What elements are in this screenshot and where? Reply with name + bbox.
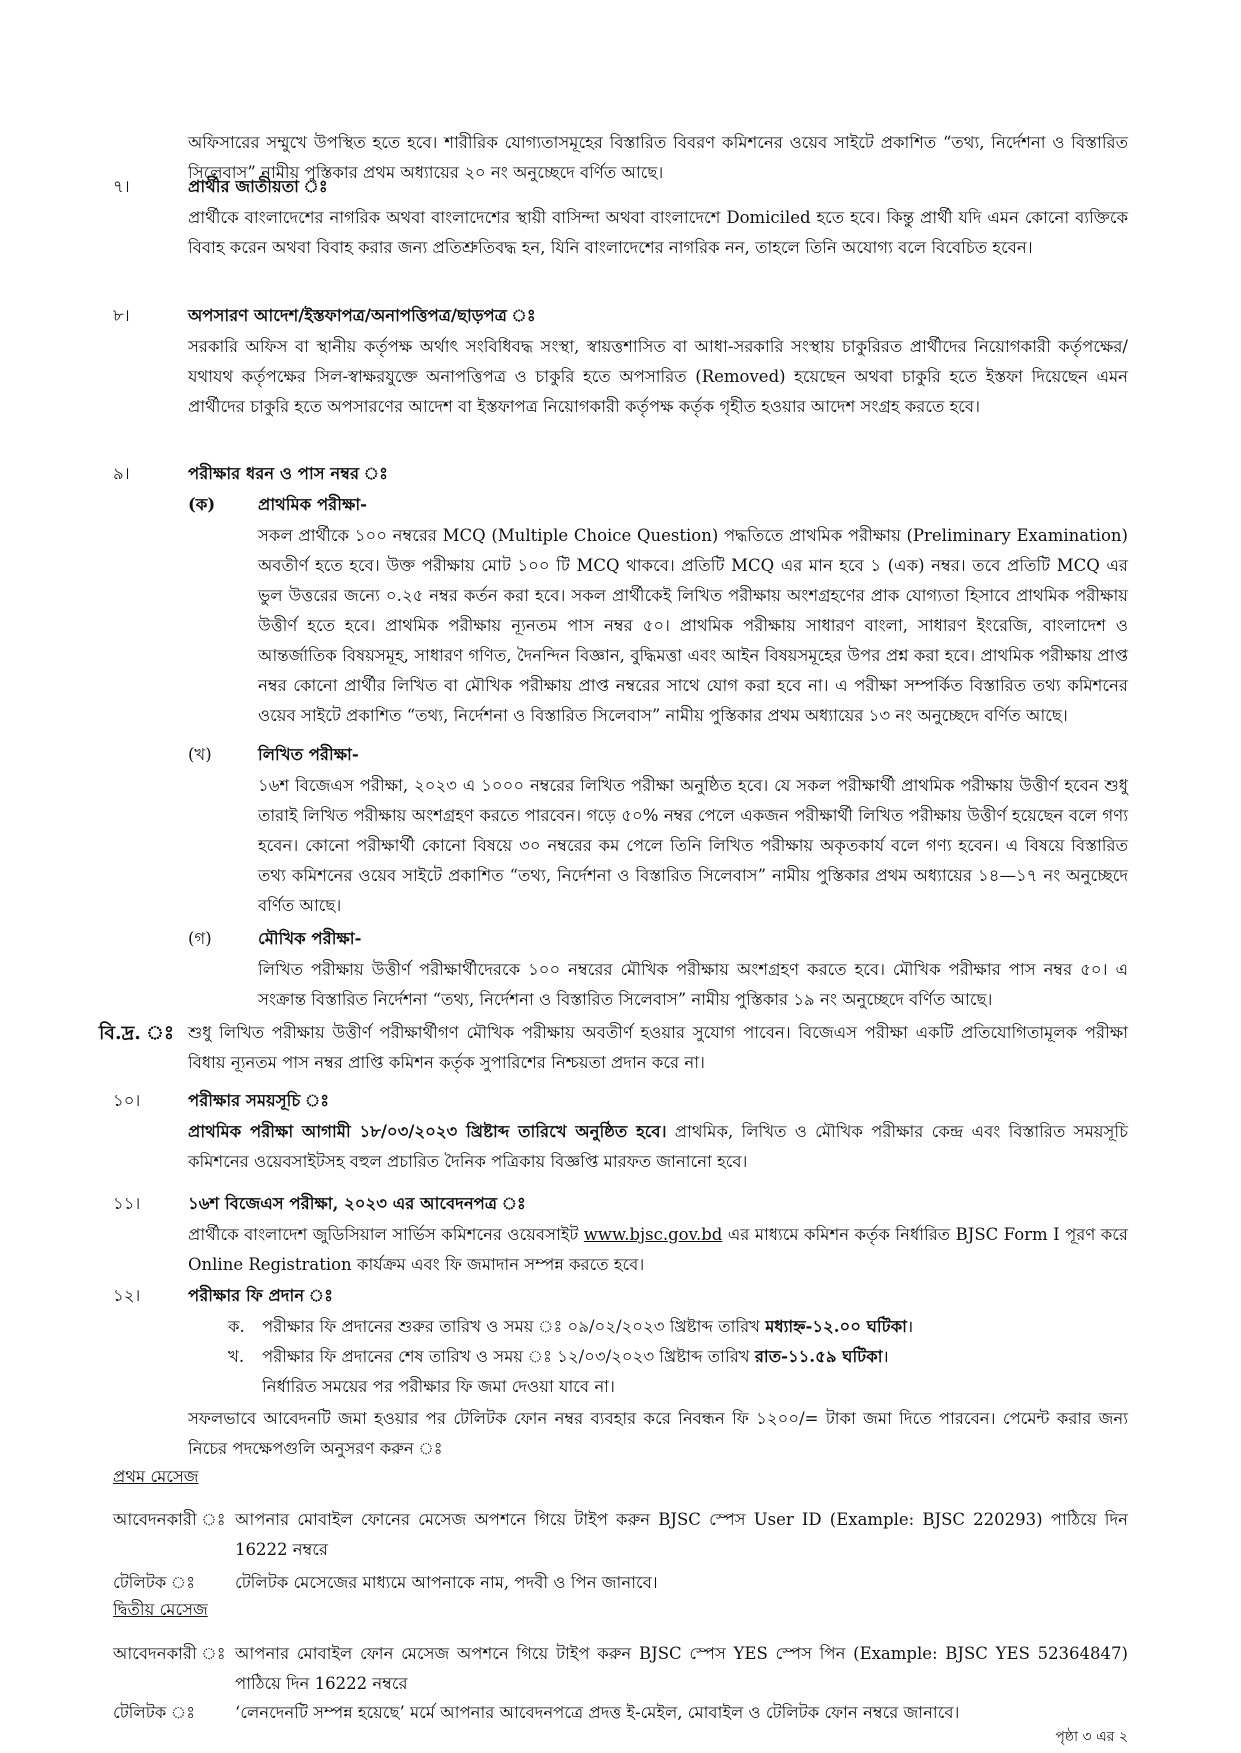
first-applicant-label: আবেদনকারী ঃ (113, 1510, 226, 1529)
subsection-kha-body: ১৬শ বিজেএস পরীক্ষা, ২০২৩ এ ১০০০ নম্বরের লিখিত পরীক্ষা অনুষ্ঠিত হবে। যে সকল পরীক্ষার্থী প্রাথমিক পরীক্ষায় উত্তীর্ণ হবেন শুধু তারাই লিখিত পরীক্ষায় অংশগ্রহণ করতে পারবেন। গড়ে ৫০% নম্বর পেলে একজন পরীক্ষার্থী লিখিত পরীক্ষায় উত্তীর্ণ হয়েছেন বলে গণ্য হবেন। কোনো পরীক্ষার্থী কোনো বিষয়ে ৩০ নম্বরের কম পেলে তিনি লিখিত পরীক্ষায় অকৃতকার্য বলে গণ্য হবেন। এ বিষয়ে বিস্তারিত তথ্য কমিশনের ওয়েব সাইটে প্রকাশিত “তথ্য, নির্দেশনা ও বিস্তারিত সিলেবাস” নামীয় পুস্তিকার প্রথম অধ্যায়ের ১৪—১৭ নং অনুচ্ছেদে বর্ণিত আছে। (258, 776, 1128, 915)
section-10-number: ১০। (113, 1091, 141, 1110)
fee-item-start (228, 1312, 245, 1342)
fee-end-time: রাত-১১.৫৯ ঘটিকা (754, 1347, 883, 1366)
intro-paragraph: অফিসারের সম্মুখে উপস্থিত হতে হবে। শারীরিক যোগ্যতাসমূহের বিস্তারিত বিবরণ কমিশনের ওয়েব সাইটে প্রকাশিত “তথ্য, নির্দেশনা ও বিস্তারিত সিলেবাস” নামীয় পুস্তিকার প্রথম অধ্যায়ের ২০ নং অনুচ্ছেদে বর্ণিত আছে। (188, 133, 1128, 182)
note-label: বি.দ্র. ঃ (99, 1022, 175, 1044)
subsection-ga-body: লিখিত পরীক্ষায় উত্তীর্ণ পরীক্ষার্থীদেরকে ১০০ নম্বরের মৌখিক পরীক্ষায় অংশগ্রহণ করতে হবে। মৌখিক পরীক্ষার পাস নম্বর ৫০। এ সংক্রান্ত বিস্তারিত নির্দেশনা “তথ্য, নির্দেশনা ও বিস্তারিত সিলেবাস” নামীয় পুস্তিকার ১৯ নং অনুচ্ছেদে বর্ণিত আছে। (258, 960, 1128, 1009)
first-teletalk-label: টেলিটক ঃ (113, 1573, 196, 1592)
note-body: শুধু লিখিত পরীক্ষায় উত্তীর্ণ পরীক্ষার্থীগণ মৌখিক পরীক্ষায় অবতীর্ণ হওয়ার সুযোগ পাবেন। বিজেএস পরীক্ষা একটি প্রতিযোগিতামূলক পরীক্ষা বিধায় ন্যূনতম পাস নম্বর প্রাপ্তি কমিশন কর্তৃক সুপারিশের নিশ্চয়তা প্রদান করে না। (188, 1023, 1128, 1072)
second-applicant-label: আবেদনকারী ঃ (113, 1644, 226, 1663)
section-9-number: ৯। (113, 464, 130, 483)
first-applicant-text: আপনার মোবাইল ফোনের মেসেজ অপশনে গিয়ে টাইপ করুন BJSC স্পেস User ID (Example: BJSC 220293) পাঠিয়ে দিন 16222 নম্বরে (235, 1510, 1128, 1559)
subsection-ka-label: (ক) (188, 495, 216, 514)
subsection-kha-label: (খ) (188, 745, 212, 764)
section-11-number: ১১। (113, 1194, 141, 1213)
section-11-body (188, 1220, 1128, 1280)
exam-date-statement: প্রাথমিক পরীক্ষা আগামী ১৮/০৩/২০২৩ খ্রিষ্টাব্দ তারিখে অনুষ্ঠিত হবে। (188, 1122, 667, 1141)
section-7-number: ৭। (113, 177, 130, 196)
subsection-ka-title: প্রাথমিক পরীক্ষা- (258, 495, 367, 514)
section-9-title: পরীক্ষার ধরন ও পাস নম্বর ঃ (188, 464, 388, 483)
fee-end-desc: পরীক্ষার ফি প্রদানের শেষ তারিখ ও সময় ঃ ১২/০৩/২০২৩ খ্রিষ্টাব্দ তারিখ (262, 1347, 755, 1366)
subsection-kha-title: লিখিত পরীক্ষা- (258, 745, 359, 764)
first-message-heading: প্রথম মেসেজ (113, 1467, 199, 1486)
second-teletalk-text: ‘লেনদেনটি সম্পন্ন হয়েছে’ মর্মে আপনার আবেদনপত্রে প্রদত্ত ই-মেইল, মোবাইল ও টেলিটক ফোন নম্বরে জানাবে। (235, 1703, 960, 1722)
section-11-text-b: এর মাধ্যমে কমিশন কর্তৃক নির্ধারিত BJSC Form I পূরণ করে Online Registration কার্যক্রম এবং ফি জমাদান সম্পন্ন করতে হবে। (188, 1225, 1128, 1274)
bjsc-website-link[interactable]: www.bjsc.gov.bd (583, 1225, 723, 1244)
section-7-title: প্রার্থীর জাতীয়তা ঃ (188, 177, 328, 196)
payment-instruction: সফলভাবে আবেদনটি জমা হওয়ার পর টেলিটক ফোন নম্বর ব্যবহার করে নিবন্ধন ফি ১২০০/= টাকা জমা দিতে পারবেন। পেমেন্ট করার জন্য নিচের পদক্ষেপগুলি অনুসরণ করুন ঃ (188, 1409, 1128, 1458)
section-10-title: পরীক্ষার সময়সূচি ঃ (188, 1091, 330, 1110)
subsection-ga-label: (গ) (188, 929, 212, 948)
section-8-title: অপসারণ আদেশ/ইস্তফাপত্র/অনাপত্তিপত্র/ছাড়পত্র ঃ (188, 306, 536, 325)
section-7-body: প্রার্থীকে বাংলাদেশের নাগরিক অথবা বাংলাদেশের স্থায়ী বাসিন্দা অথবা বাংলাদেশে Domiciled হতে হবে। কিন্তু প্রার্থী যদি এমন কোনো ব্যক্তিকে বিবাহ করেন অথবা বিবাহ করার জন্য প্রতিশ্রুতিবদ্ধ হন, যিনি বাংলাদেশের নাগরিক নন, তাহলে তিনি অযোগ্য বলে বিবেচিত হবেন। (188, 208, 1128, 257)
second-teletalk-label: টেলিটক ঃ (113, 1703, 196, 1722)
fee-start-desc: পরীক্ষার ফি প্রদানের শুরুর তারিখ ও সময় ঃ ০৯/০২/২০২৩ খ্রিষ্টাব্দ তারিখ (262, 1317, 766, 1336)
section-8-body: সরকারি অফিস বা স্থানীয় কর্তৃপক্ষ অর্থাৎ সংবিধিবদ্ধ সংস্থা, স্বায়ত্তশাসিত বা আধা-সরকারি সংস্থায় চাকুরিরত প্রার্থীদের নিয়োগকারী কর্তৃপক্ষের/যথাযথ কর্তৃপক্ষের সিল-স্বাক্ষরযুক্তে অনাপত্তিপত্র ও চাকুরি হতে অপসারিত (Removed) হয়েছেন অথবা চাকুরি হতে ইস্তফা দিয়েছেন এমন প্রার্থীদের চাকুরি হতে অপসারণের আদেশ বা ইস্তফাপত্র নিয়োগকারী কর্তৃপক্ষ কর্তৃক গৃহীত হওয়ার আদেশ সংগ্রহ করতে হবে। (188, 337, 1128, 416)
second-message-heading: দ্বিতীয় মেসেজ (113, 1600, 208, 1619)
fee-deadline-note: নির্ধারিত সময়ের পর পরীক্ষার ফি জমা দেওয়া যাবে না। (262, 1377, 615, 1396)
page-number: পৃষ্ঠা ৩ এর ২ (1055, 1729, 1128, 1745)
section-12-title: পরীক্ষার ফি প্রদান ঃ (188, 1286, 333, 1305)
fee-item-start-label: ক. (228, 1317, 245, 1336)
fee-item-start-text (262, 1312, 913, 1342)
fee-item-end-label: খ. (228, 1347, 245, 1366)
section-8-number: ৮। (113, 306, 130, 325)
subsection-ga-title: মৌখিক পরীক্ষা- (258, 929, 362, 948)
schedule-notice: প্রাথমিক, লিখিত ও মৌখিক পরীক্ষার কেন্দ্র এবং বিস্তারিত সময়সূচি কমিশনের ওয়েবসাইটসহ বহুল প্রচারিত দৈনিক পত্রিকায় বিজ্ঞপ্তি মারফত জানানো হবে। (188, 1122, 1128, 1171)
subsection-ka-body: সকল প্রার্থীকে ১০০ নম্বরের MCQ (Multiple Choice Question) পদ্ধতিতে প্রাথমিক পরীক্ষায় (Preliminary Examination) অবতীর্ণ হতে হবে। উক্ত পরীক্ষায় মোট ১০০ টি MCQ থাকবে। প্রতিটি MCQ এর মান হবে ১ (এক) নম্বর। তবে প্রতিটি MCQ এর ভুল উত্তরের জন্যে ০.২৫ নম্বর কর্তন করা হবে। সকল প্রার্থীকেই লিখিত পরীক্ষায় অংশগ্রহণের প্রাক যোগ্যতা হিসাবে প্রাথমিক পরীক্ষায় উত্তীর্ণ হতে হবে। প্রাথমিক পরীক্ষায় ন্যূনতম পাস নম্বর ৫০। প্রাথমিক পরীক্ষায় সাধারণ বাংলা, সাধারণ ইংরেজি, বাংলাদেশ ও আন্তর্জাতিক বিষয়সমূহ, সাধারণ গণিত, দৈনন্দিন বিজ্ঞান, বুদ্ধিমত্তা এবং আইন বিষয়সমূহের উপর প্রশ্ন করা হবে। প্রাথমিক পরীক্ষায় প্রাপ্ত নম্বর কোনো প্রার্থীর লিখিত বা মৌখিক পরীক্ষায় প্রাপ্ত নম্বরের সাথে যোগ করা হবে না। এ পরীক্ষা সম্পর্কিত বিস্তারিত তথ্য কমিশনের ওয়েব সাইটে প্রকাশিত “তথ্য, নির্দেশনা ও বিস্তারিত সিলেবাস” নামীয় পুস্তিকার প্রথম অধ্যায়ের ১৩ নং অনুচ্ছেদে বর্ণিত আছে। (258, 526, 1128, 725)
fee-start-end: । (906, 1317, 914, 1336)
first-teletalk-text: টেলিটক মেসেজের মাধ্যমে আপনাকে নাম, পদবী ও পিন জানাবে। (235, 1573, 658, 1592)
fee-end-end: । (882, 1347, 889, 1366)
fee-start-time: মধ্যাহ্ন-১২.০০ ঘটিকা (765, 1317, 907, 1336)
section-11-title: ১৬শ বিজেএস পরীক্ষা, ২০২৩ এর আবেদনপত্র ঃ (188, 1194, 526, 1213)
fee-item-end-text (262, 1342, 889, 1372)
section-12-number: ১২। (113, 1286, 141, 1305)
fee-item-end (228, 1342, 244, 1372)
section-11-text-a: প্রার্থীকে বাংলাদেশ জুডিসিয়াল সার্ভিস কমিশনের ওয়েবসাইট (188, 1225, 584, 1244)
section-10-body (188, 1117, 1128, 1177)
second-applicant-text: আপনার মোবাইল ফোন মেসেজ অপশনে গিয়ে টাইপ করুন BJSC স্পেস YES স্পেস পিন (Example: BJSC YES 52364847) পাঠিয়ে দিন 16222 নম্বরে (235, 1644, 1128, 1693)
